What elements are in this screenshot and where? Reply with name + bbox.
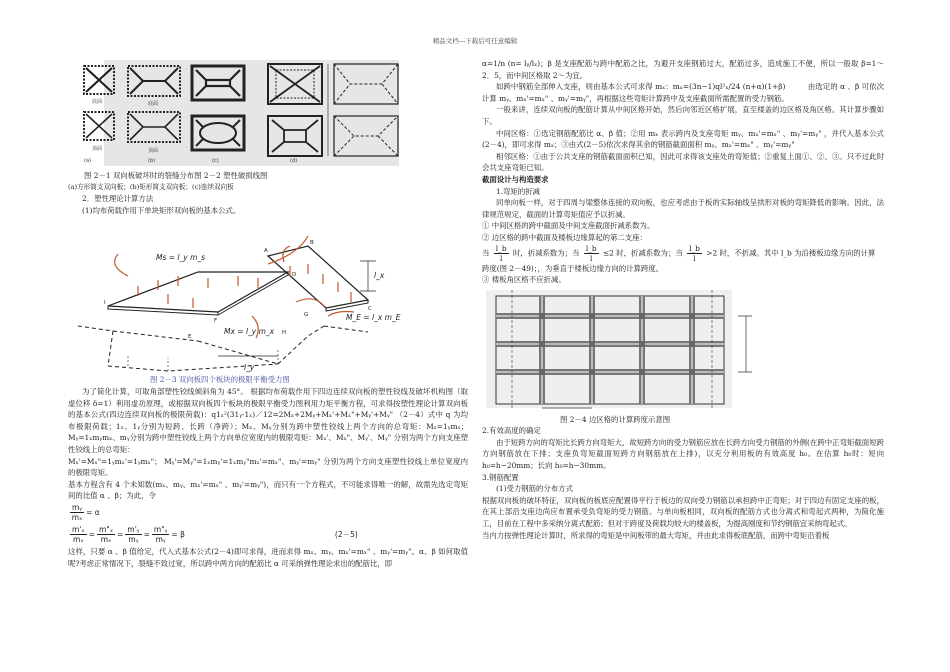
label-lx: l_x — [374, 271, 385, 281]
figure-2-3-drawing — [68, 216, 468, 374]
cond-b-post: ≤2 时，折减系数为；当 — [602, 248, 683, 257]
para-span-def: 跨度(图 2－49)；，为垂直于楼板边缘方向的计算跨度。 — [482, 263, 664, 273]
item-edge-reduction: ② 边区格的跨中截面及楼板边缘算起的第二支座： — [482, 232, 647, 242]
frac-lb-l-a — [494, 244, 509, 263]
panel-letter-a: (a) — [84, 158, 91, 164]
panel-label-bottom-b: 底面 — [148, 101, 159, 107]
frac-beta-3-den: mᵧ — [128, 535, 139, 545]
frac-alpha — [70, 503, 84, 522]
frac-beta-3-num: m'ᵧ — [127, 525, 140, 535]
panel-label-bottom-a: 底面 — [92, 99, 103, 105]
frac-beta-3 — [125, 525, 141, 544]
para-alpha-n: α=1/n (n= lᵧ/lₓ)；β 是支座配筋与跨中配筋之比，为避开支座钢筋过大，配筋过多，造成施工不便，所以一般取 β=1～2．5，而中间区格取 2～为宜。 — [482, 59, 884, 80]
figure-2-4-drawing — [482, 286, 884, 414]
panel-label-top-a: 顶面 — [92, 146, 103, 152]
left-column — [68, 58, 468, 569]
frac-alpha-num: mᵧ — [72, 503, 83, 513]
item-corner-no-reduction: ③ 楼板角区格不应折减。 — [482, 275, 566, 285]
figure-2-1-caption: 图 2－1 双向板破坏时的裂缝分布图 2－2 塑性破损线图 — [84, 171, 268, 180]
figure-2-1-drawing — [68, 58, 468, 170]
heading-section-design: 截面设计与构造要求 — [482, 174, 549, 184]
frac-lb-b-den: l — [590, 253, 593, 263]
para-basic-formula-intro: (1)均布荷载作用下单块矩形双向板的基本公式。 — [82, 205, 241, 215]
label-ms: Ms = l_y m_s — [156, 253, 206, 263]
point-I: I — [104, 300, 106, 307]
para-effective-height: 由于短跨方向的弯矩比长跨方向弯矩大，故短跨方向的受力钢筋应放在长跨方向受力钢筋的外侧(在跨中正弯矩截面短跨方向钢筋放在下排；支座负弯矩截面短跨方向钢筋放在上排)，以充分利用板的有效高度 h₀。在估算 h₀时：短向 h₀=h−20mm；长向 h₀=h−30mm。 — [482, 437, 884, 471]
equation-beta: $\frac{\text{m'ₓ}}{\text{mₓ}}$ = $\frac{\text{m"ₓ}}{\text{mₓ}}$ = $\frac{\text{m'ᵧ}}{\text{mᵧ}}$ = $\frac{\text{m"ᵧ}}{\text{mᵧ}}$ = β (2－5) — [72, 525, 358, 545]
frac-beta-1-num: m'ₓ — [72, 525, 85, 535]
page-header: 精品文档---下载后可任意编辑 — [432, 37, 518, 45]
para-adjacent-panel: 相邻区格：①由于公共支座的钢筋截面面积已知，因此可求得该支座处的弯矩值；②重复上面①、②、③。只不过此时会共支座弯矩已知。 — [482, 151, 884, 173]
frac-beta-2-den: mₓ — [100, 535, 112, 545]
point-G: G — [304, 312, 309, 319]
figure-2-3-equilibrium — [68, 216, 468, 374]
eq-alpha-rhs: = α — [86, 508, 100, 518]
point-H: H — [282, 330, 287, 337]
cond-c-post: >2 时，不折减。其中 l_b 为沿楼板边缘方向的计算 — [706, 248, 876, 257]
equation-alpha — [68, 502, 468, 524]
heading-distribution: (1)受力钢筋的分布方式 — [496, 484, 573, 494]
para-mx-formula: 如跨中钢筋全部伸入支座，则由基本公式可求得 mₓ：mₓ=(3n−1)ql²ₓ/24 (n+α)(1+β) 由选定的 α 、β 可依次计算 mᵧ、mₓ'=mₓ" 、mᵧ'=mᵧ"，再根据这些弯矩计算跨中及支座截面所需配置的受力钢筋。 — [482, 82, 884, 103]
point-D: D — [292, 272, 297, 279]
frac-beta-4-den: mᵧ — [155, 535, 166, 545]
frac-lb-a-den: l — [499, 253, 503, 263]
panel-letter-b: (b) — [148, 158, 156, 164]
figure-2-1-subcaption: (a)方形简支双向板；(b)矩形简支双向板；(c)连续双向板 — [68, 182, 234, 191]
para-unknowns: 基本方程含有 4 个未知数(mₓ、mᵧ、mₓ'=mₓ" 、mᵧ'=mᵧ")，而只有一个方程式，不可能求得唯一的解，故需先选定弯矩间的比值 α 、β；为此，令 — [68, 479, 468, 501]
label-mg: M_E = l_x m_E — [346, 313, 401, 323]
eq-beta-number: (2－5) — [334, 530, 358, 540]
heading-plastic-theory: 2．塑性理论计算方法 — [82, 194, 154, 204]
figure-2-3-caption: 图 2－3 双向板四个板块的极限平衡受力图 — [150, 375, 290, 385]
para-support-moments: Mₓ'=Mₓ"=1ᵧmₓ'=1ᵧmₓ"； Mᵧ'=Mᵧ"=1ₓmᵧ'=1ₓmᵧ"mₓ'=mₓ"、mᵧ'=mᵧ" 分别为两个方向支座塑性铰线上单位宽度内的极限弯矩。 — [68, 456, 468, 478]
label-ly: l_y — [244, 363, 255, 373]
cond-a-post: 时，折减系数为；当 — [512, 248, 580, 257]
para-virtual-work: 为了简化计算，可取角部塑性铰线倾斜角为 45°。 根据均布荷载作用下四边连续双向板的塑性铰线及破坏机构图（取虚位移 δ=1）利用虚功原理，或根据双向板四个板块的极限平衡受力图利用力矩平衡方程，可求得按塑性理论计算双向板的基本公式(四边连续双向板的极限荷载)：q1ₓ²(31ᵧ-1ₓ)／12=2Mₓ+2Mᵧ+Mₓ'+Mₓ"+Mᵧ'+Mᵧ" （2－4）式中 q 为均布极限荷载；1ₓ、1ᵧ分别为短跨、长跨（净跨）；Mₓ、Mᵧ分别为跨中塑性铰线上两个方向的总弯矩：Mₓ=1ᵧmₓ；Mᵧ=1ₓmᵧmₓ、mᵧ分别为跨中塑性铰线上两个方向单位宽度内的极限弯矩：Mₓ'、Mₓ"、Mᵧ'、Mᵧ" 分别为两个方向支座塑性铰线上的总弯矩： — [68, 386, 468, 454]
para-distribution: 根据双向板的破坏特征，双向板的板底应配置得平行于板边的双向受力钢筋以承担跨中正弯矩；对于四边有固定支座的板，在其上部沿支座边尚应布置承受负弯矩的受力钢筋。与单向板相同，双向板的配筋方式也分离式和弯起式两种，为简化施工，目前在工程中多采纳分离式配筋；但对于跨度及荷载均较大的楼盖板，为提高刚度和节约钢筋宜采纳弯起式。 — [482, 495, 884, 529]
heading-reinforcement: 3.钢筋配置 — [482, 472, 519, 482]
frac-lb-c-num: l_b — [689, 243, 700, 253]
heading-moment-reduction: 1.弯矩的折减 — [496, 186, 541, 196]
point-E: E — [188, 334, 192, 341]
reduction-conditions — [482, 244, 884, 263]
frac-beta-1-den: mₓ — [73, 535, 84, 545]
frac-lb-c-den: l — [693, 253, 696, 263]
frac-lb-a-num: l_b — [495, 243, 507, 253]
point-F: F — [214, 318, 218, 325]
frac-beta-2-num: m"ₓ — [99, 525, 114, 535]
frac-lb-b-num: l_b — [585, 243, 597, 253]
para-elastic-theory: 当内力按弹性理论计算时，所求得的弯矩是中间板带的最大弯矩，并由此求得板底配筋，而跨中弯矩沿着板 — [482, 530, 830, 540]
para-middle-panel: 中间区格：①选定钢筋配筋比 α、β 值；②用 mₓ 表示跨内及支座弯矩 mᵧ、mₓ'=mₓ" 、mᵧ'=mᵧ" ，并代入基本公式(2－4)，即可求得 mₓ；③由式(2－5)依次求得其余的钢筋截面面积 mᵧ、mₓ'=mₓ" 、mᵧ'=mᵧ" — [482, 128, 884, 150]
panel-letter-c: (c) — [212, 158, 219, 164]
para-general-order: 一般来讲，连续双向板的配筋计算从中间区格开始，然后向邻近区格扩展，直至楼盖的边区格及角区格。其计算步骤如下。 — [482, 105, 884, 126]
cond-a-pre: 当 — [482, 248, 490, 257]
panel-letter-d: (d) — [290, 158, 298, 164]
frac-lb-l-c — [687, 244, 702, 263]
frac-beta-4-num: m"ᵧ — [153, 525, 168, 535]
panel-label-top-b: 顶面 — [148, 148, 159, 154]
para-arching: 同单向板一样，对于四周与梁整体连接的双向板，也应考虑由于板的实际轴线呈拱形对板的弯矩降低的影响。因此，法律规范规定，截面的计算弯矩值应予以折减。 — [482, 198, 884, 219]
heading-effective-height: 2.有效高度的确定 — [482, 426, 541, 436]
eq-beta-rhs: = β — [171, 530, 185, 540]
figure-2-4-edge-panels — [482, 286, 884, 414]
point-B: B — [310, 240, 314, 247]
figure-2-1-crack-patterns — [68, 58, 468, 170]
para-alpha-beta: 这样，只要 α 、β 值给定，代入式基本公式(2－4)即可求得，进而求得 mₓ、mᵧ、mₓ'=mₓ" 、mᵧ'=mᵧ"。α、β 如何取值呢?考虑正常情况下，裂缝不致过宽，所以跨中两方向的配筋比 α 可采纳弹性理论求出的配筋比，即 — [68, 546, 468, 568]
point-A: A — [264, 248, 268, 255]
label-mx: Mx = l_y m_x — [224, 327, 275, 337]
frac-lb-l-b — [584, 244, 599, 263]
frac-beta-1 — [70, 525, 87, 544]
frac-beta-4 — [152, 525, 170, 544]
right-column — [482, 58, 884, 541]
frac-alpha-den: mₓ — [71, 513, 83, 523]
item-middle-reduction: ① 中间区格的跨中截面及中间支座截面折减系数为。 — [482, 221, 655, 231]
figure-2-4-caption: 图 2－4 边区格的计算跨度示意图 — [560, 414, 671, 424]
frac-beta-2 — [97, 525, 115, 544]
point-C: C — [368, 306, 372, 313]
